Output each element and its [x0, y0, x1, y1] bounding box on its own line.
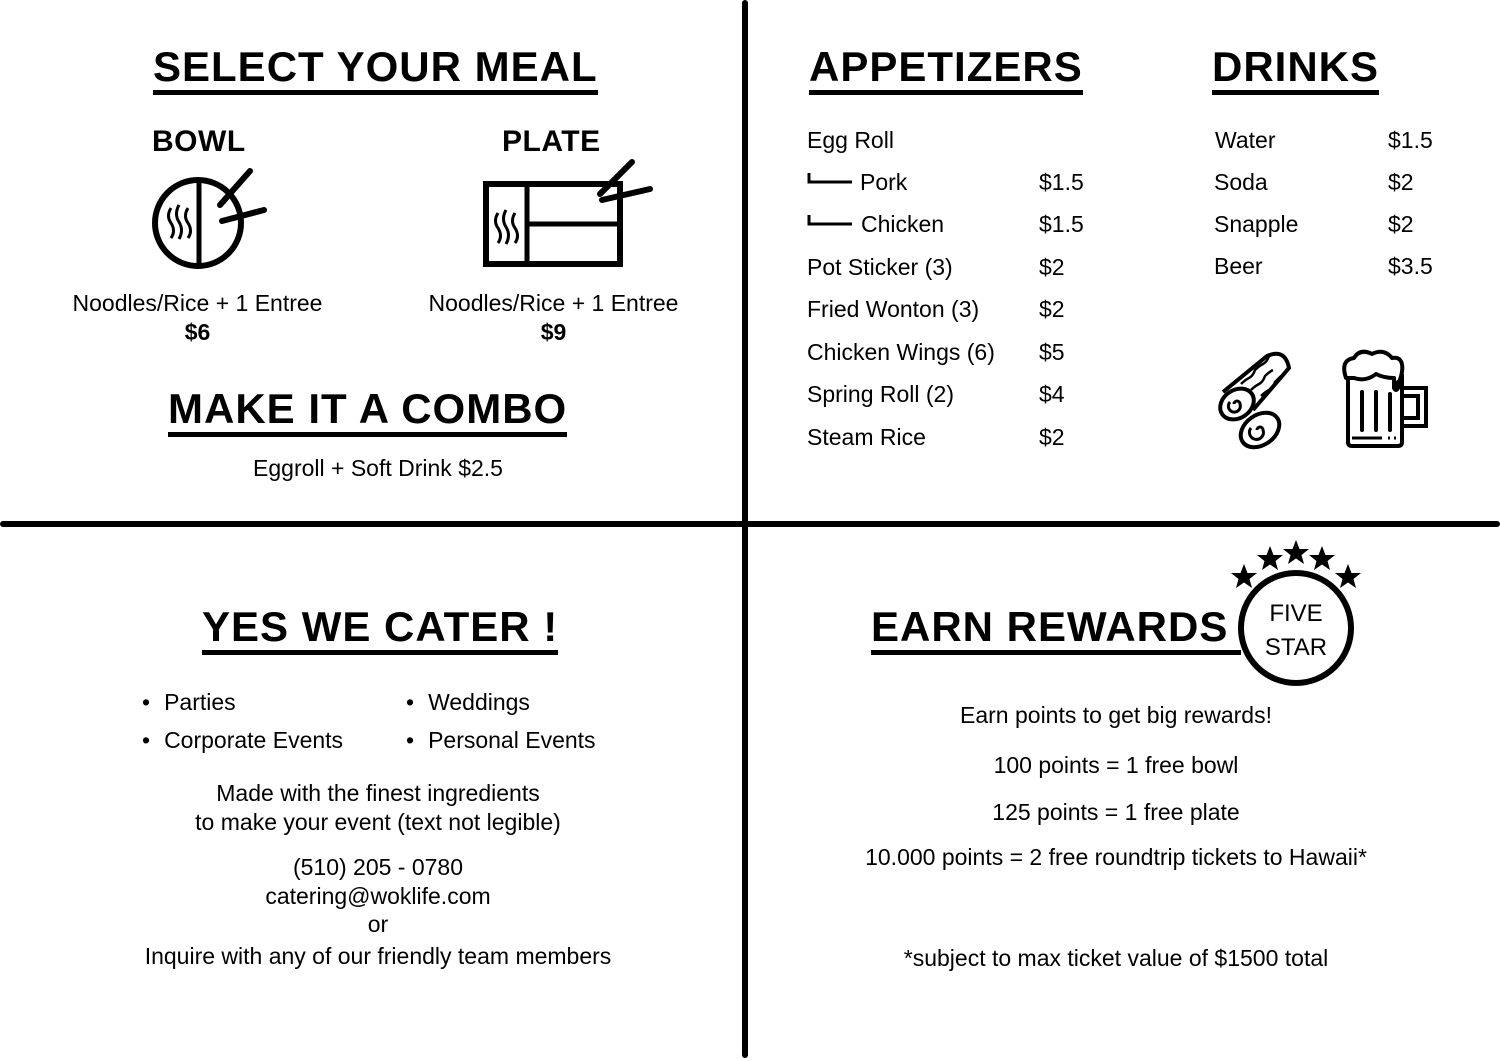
drink-price: $1.5	[1388, 127, 1433, 153]
drink-name: Snapple	[1214, 211, 1299, 237]
appetizer-price: $1.5	[1039, 169, 1084, 195]
appetizer-price: $2	[1039, 424, 1065, 450]
event-item: • Personal Events	[406, 727, 596, 754]
badge-line: STAR	[1264, 634, 1328, 661]
bowl-label: BOWL	[152, 125, 246, 158]
drink-name: Water	[1215, 127, 1276, 153]
rewards-footnote: *subject to max ticket value of $1500 total	[903, 945, 1329, 971]
combo-description: Eggroll + Soft Drink $2.5	[253, 455, 503, 481]
sub-item-connector-icon	[807, 171, 853, 187]
horizontal-divider	[0, 521, 1500, 527]
appetizer-price: $5	[1039, 339, 1065, 365]
star-icon	[1335, 564, 1361, 588]
appetizer-name: Egg Roll	[807, 127, 894, 153]
appetizer-name: Pot Sticker (3)	[807, 254, 953, 280]
badge-line: FIVE	[1269, 600, 1323, 627]
appetizer-price: $4	[1039, 381, 1065, 407]
plate-icon	[482, 158, 662, 270]
drink-name: Beer	[1214, 253, 1263, 279]
vertical-divider	[742, 0, 748, 1058]
star-icon	[1309, 546, 1335, 570]
appetizer-item	[807, 169, 907, 196]
appetizer-name: Chicken Wings (6)	[807, 339, 995, 365]
drink-name: Soda	[1214, 169, 1268, 195]
plate-price: $9	[540, 319, 567, 345]
appetizer-price: $2	[1039, 254, 1065, 280]
egg-roll-icon	[1215, 348, 1295, 452]
sub-item-connector-icon	[807, 213, 853, 229]
catering-or: or	[367, 911, 389, 937]
rewards-heading: EARN REWARDS	[871, 604, 1241, 655]
five-star-badge-text	[1240, 597, 1352, 665]
select-meal-heading: SELECT YOUR MEAL	[153, 44, 598, 95]
plate-label: PLATE	[502, 125, 601, 158]
catering-heading: YES WE CATER !	[202, 604, 558, 655]
appetizer-name: Steam Rice	[807, 424, 926, 450]
appetizer-name: Fried Wonton (3)	[807, 296, 980, 322]
appetizers-heading: APPETIZERS	[809, 44, 1083, 95]
combo-heading: MAKE IT A COMBO	[168, 386, 567, 437]
bowl-price: $6	[184, 319, 211, 345]
catering-inquire: Inquire with any of our friendly team members	[144, 943, 612, 969]
catering-tagline: Made with the finest ingredients	[216, 780, 540, 806]
star-icon	[1283, 540, 1309, 564]
star-icon	[1231, 564, 1257, 588]
catering-tagline: to make your event (text not legible)	[195, 809, 561, 835]
drink-price: $2	[1388, 169, 1414, 195]
reward-tier: 10.000 points = 2 free roundtrip tickets to Hawaii*	[865, 844, 1367, 870]
bowl-icon	[150, 163, 270, 273]
drink-price: $3.5	[1388, 253, 1433, 279]
catering-email[interactable]: catering@woklife.com	[265, 883, 491, 909]
event-item: • Weddings	[406, 689, 530, 716]
reward-tier: 125 points = 1 free plate	[992, 799, 1240, 825]
appetizer-name: Chicken	[861, 211, 945, 237]
event-item: • Corporate Events	[142, 727, 343, 754]
drinks-heading: DRINKS	[1212, 44, 1379, 95]
plate-description: Noodles/Rice + 1 Entree	[428, 290, 679, 316]
rewards-intro: Earn points to get big rewards!	[960, 702, 1272, 728]
appetizer-price: $2	[1039, 296, 1065, 322]
reward-tier: 100 points = 1 free bowl	[993, 752, 1239, 778]
appetizer-item	[807, 211, 944, 238]
catering-phone[interactable]: (510) 205 - 0780	[292, 854, 464, 880]
beer-mug-icon	[1340, 348, 1432, 450]
bowl-description: Noodles/Rice + 1 Entree	[72, 290, 323, 316]
appetizer-name: Spring Roll (2)	[807, 381, 954, 407]
drink-price: $2	[1388, 211, 1414, 237]
star-icon	[1257, 546, 1283, 570]
appetizer-price: $1.5	[1039, 211, 1084, 237]
event-item: • Parties	[142, 689, 236, 716]
appetizer-name: Pork	[860, 169, 908, 195]
